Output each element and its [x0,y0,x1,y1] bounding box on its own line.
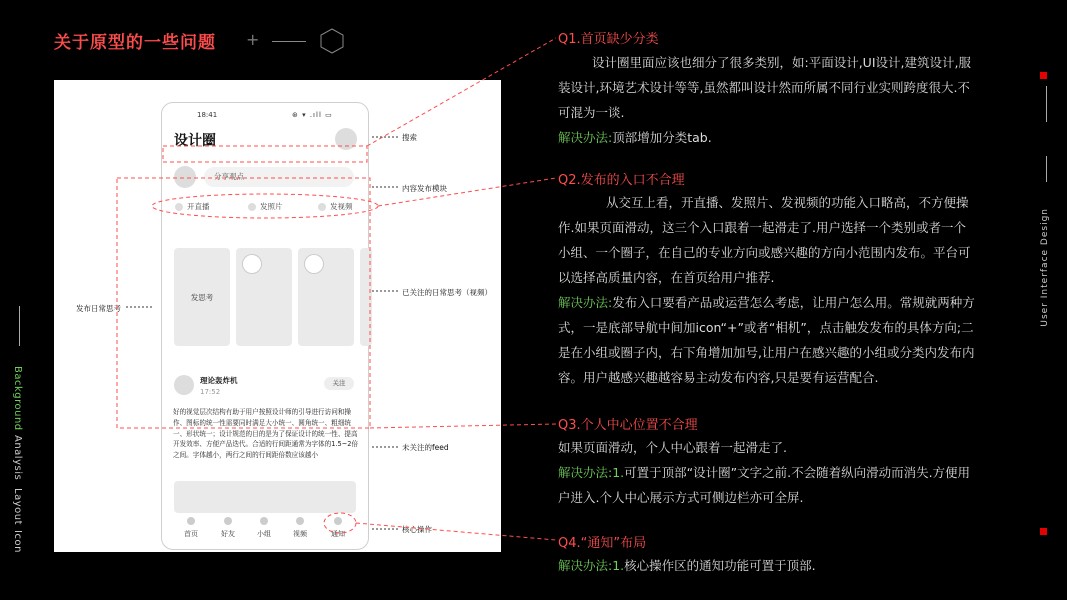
feed-author[interactable]: 理论轰炸机 [200,376,238,385]
nav-label: 好友 [221,530,235,538]
annotation-search: 搜索 [402,133,417,142]
annotation-left: 发布日常思考 [76,304,121,313]
video-label: 发视频 [330,202,353,211]
feed-text: 好的视觉层次结构有助于用户按照设计师的引导进行访问和操作、图标的统一性需要同时满足大小统一、圆角统一、粗细统一、形状统一；设计规范的目的是为了保证设计的统一性、提高开发效率、方便产品迭代。合适的行间距通常为字体的1.5~2倍之间。字体越小，两行之间的行间距倍数应该越小 [173,408,359,460]
annotation-followed: 已关注的日常思考（视频） [402,288,492,297]
follow-button[interactable]: 关注 [324,377,354,390]
solution-label: 解决办法:1. [558,465,625,480]
q4-body [558,553,1008,578]
nav-label: 通知 [331,530,345,538]
q2-body [558,190,1008,390]
solution-label: 解决办法: [558,295,613,310]
q2-line: 以选择高质量内容，在首页给用户推荐. [558,270,775,285]
nav-label: 小组 [257,530,271,538]
feed-time: 17:52 [200,388,221,396]
side-nav-analysis[interactable]: Analysis [12,435,23,481]
q2-solution: 发布入口要看产品或运营怎么考虑，让用户怎么用。常规就两种方 [612,295,975,310]
plus-icon: + [246,30,260,49]
q1-solution: 顶部增加分类tab. [612,130,712,145]
q1-title: Q1.首页缺少分类 [558,32,659,47]
annotation-core: 核心操作 [402,525,432,534]
q3-solution: 可置于顶部“设计圈”文字之前.不会随着纵向滑动而消失.方便用 [624,465,971,480]
side-nav-background[interactable]: Background [12,366,23,431]
q2-title: Q2.发布的入口不合理 [558,173,685,188]
side-nav-layout[interactable]: Layout [12,488,23,525]
share-input[interactable]: 分享观点 [204,167,354,187]
q4-title: Q4.“通知”布局 [558,536,647,551]
q2-line: 小组、一个圈子，在自己的专业方向或感兴趣的方向小范围内发布。平台可 [558,245,971,260]
q1-line: 可混为一谈. [558,105,625,120]
q2-solution-line: 容。用户越感兴趣越容易主动发布内容,只是要有运营配合. [558,370,879,385]
divider [1046,156,1047,182]
q2-solution-line: 是在小组或圈子内，右下角增加加号,让用户在感兴趣的小组或分类内发布内 [558,345,975,360]
q4-solution: 核心操作区的通知功能可置于顶部. [624,558,816,573]
annotation-unfollowed: 未关注的feed [402,443,449,452]
q1-body [558,50,1008,150]
red-square [1040,528,1047,535]
solution-label: 解决办法: [558,130,613,145]
post-thought-label: 发思考 [190,293,214,302]
photo-label: 发照片 [260,202,283,211]
q3-line: 如果页面滑动，个人中心跟着一起滑走了. [558,440,787,455]
red-square [1040,72,1047,79]
side-title: User Interface Design [1040,208,1050,327]
nav-label: 首页 [184,530,198,538]
q3-solution-line: 户进入.个人中心展示方式可侧边栏亦可全屏. [558,490,804,505]
q2-line: 作.如果页面滑动，这三个入口跟着一起滑走了.用户选择一个类别或者一个 [558,220,966,235]
q1-line: 设计圈里面应该也细分了很多类别，如:平面设计,UI设计,建筑设计,服 [592,55,971,70]
page-title: 关于原型的一些问题 [54,33,216,53]
solution-label: 解决办法:1. [558,558,625,573]
status-time: 18:41 [197,111,218,119]
status-icons: ⊛ ▾ .ıll ▭ [292,111,333,119]
annotation-content-module: 内容发布模块 [402,184,447,193]
app-title: 设计圈 [174,133,216,149]
nav-label: 视频 [293,530,307,538]
divider [1046,86,1047,122]
q2-solution-line: 式，一是底部导航中间加icon“+”或者“相机”，点击触发发布的具体方向;二 [558,320,974,335]
q2-line: 从交互上看，开直播、发照片、发视频的功能入口略高，不方便操 [606,195,969,210]
divider [19,306,20,346]
side-nav-icon[interactable]: Icon [12,530,23,553]
q1-line: 装设计,环境艺术设计等等,虽然都叫设计然而所属不同行业实则跨度很大.不 [558,80,970,95]
q3-title: Q3.个人中心位置不合理 [558,418,698,433]
live-label: 开直播 [187,202,210,211]
q3-body [558,435,1008,510]
